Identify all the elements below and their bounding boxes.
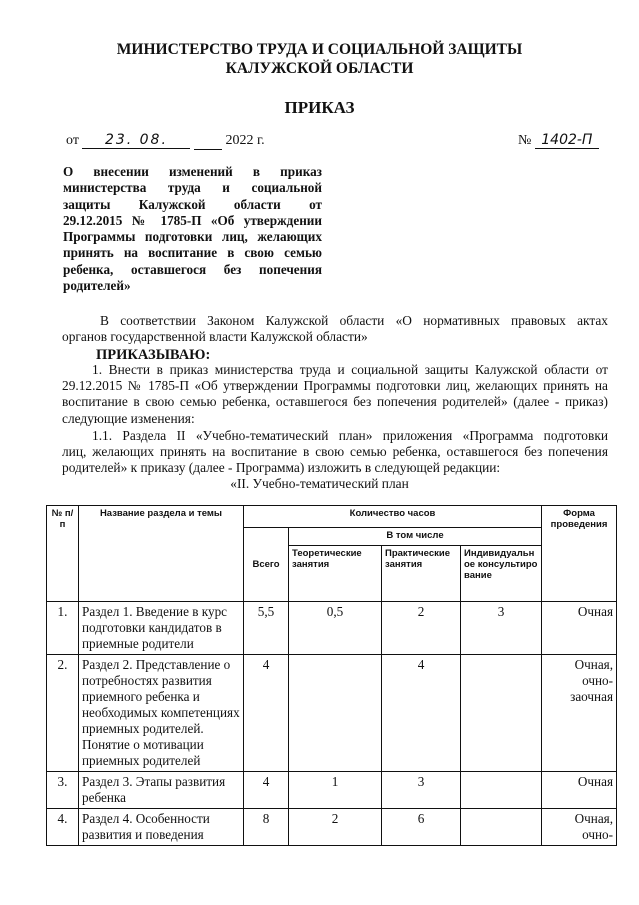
number-row [518, 132, 599, 149]
cell-theory: 1 [289, 772, 382, 809]
cell-form: Очная, очно- [542, 809, 617, 846]
subject-line: О внесении изменений в приказ [63, 164, 322, 179]
subject-line: родителей» [63, 278, 131, 294]
document-type: ПРИКАЗ [284, 98, 355, 117]
ministry-title-line1: МИНИСТЕРСТВО ТРУДА И СОЦИАЛЬНОЙ ЗАЩИТЫ [116, 41, 523, 58]
header-hours: Количество часов [244, 506, 542, 528]
cell-form: Очная [542, 602, 617, 655]
header-theory: Теоретические занятия [289, 546, 382, 602]
cell-total: 8 [244, 809, 289, 846]
cell-practice: 2 [382, 602, 461, 655]
cell-name: Раздел 3. Этапы развития ребенка [79, 772, 244, 809]
cell-total: 5,5 [244, 602, 289, 655]
item-1-1-line: лиц, желающих принять на воспитание в свою семью ребенка, оставшегося без попечения [62, 444, 608, 460]
preamble-line: В соответствии Законом Калужской области «О нормативных правовых актах [100, 313, 608, 328]
curriculum-table [46, 505, 617, 846]
header-form: Форма проведения [542, 506, 617, 602]
cell-practice: 3 [382, 772, 461, 809]
subject-line: ребенка, оставшегося без попечения [63, 261, 322, 277]
header-name: Название раздела и темы [79, 506, 244, 602]
order-keyword: ПРИКАЗЫВАЮ: [96, 347, 211, 363]
cell-individual [461, 809, 542, 846]
cell-num: 1. [47, 602, 79, 655]
cell-individual [461, 655, 542, 772]
header-total: Всего [244, 528, 289, 602]
table-row [47, 772, 617, 809]
subject-line: министерства труда и социальной [63, 180, 322, 196]
cell-theory [289, 655, 382, 772]
handwritten-date: 23. 08. [82, 132, 190, 149]
cell-name: Раздел 2. Представление о потребностях развития приемного ребенка и необходимых компетенциях приемных родителей. Понятие о мотивации приемных родителей [79, 655, 244, 772]
cell-total: 4 [244, 655, 289, 772]
item-1-1-line: родителей» к приказу (далее - Программа) изложить в следующей редакции: [62, 460, 501, 476]
subject-line: 29.12.2015 № 1785-П «Об утверждении [63, 212, 322, 228]
item-1-line: следующие изменения: [62, 410, 195, 426]
table-row [47, 809, 617, 846]
header-num: № п/п [47, 506, 79, 602]
cell-total: 4 [244, 772, 289, 809]
plan-title: «II. Учебно-тематический план [230, 476, 409, 491]
item-1-line: воспитание в свою семью ребенка, оставшегося без попечения родителей» (далее - приказ) [62, 394, 608, 410]
order-subject [63, 164, 322, 294]
header-practice: Практические занятия [382, 546, 461, 602]
cell-practice: 6 [382, 809, 461, 846]
cell-form: Очная [542, 772, 617, 809]
date-year: 2022 г. [225, 133, 265, 148]
cell-form: Очная, очно-заочная [542, 655, 617, 772]
cell-name: Раздел 4. Особенности развития и поведения [79, 809, 244, 846]
item-1-1 [62, 428, 608, 477]
cell-num: 2. [47, 655, 79, 772]
table-row [47, 655, 617, 772]
cell-individual: 3 [461, 602, 542, 655]
subject-line: принять на воспитание в свою семью [63, 245, 322, 261]
header-individual: Индивидуальное консультирование [461, 546, 542, 602]
item-1-line: 1. Внести в приказ министерства труда и социальной защиты Калужской области от [92, 362, 608, 377]
cell-theory: 2 [289, 809, 382, 846]
header-including: В том числе [289, 528, 542, 546]
cell-name: Раздел 1. Введение в курс подготовки кандидатов в приемные родители [79, 602, 244, 655]
ministry-title-line2: КАЛУЖСКОЙ ОБЛАСТИ [225, 60, 414, 77]
preamble-line: органов государственной власти Калужской области» [62, 329, 368, 345]
item-1-line: 29.12.2015 № 1785-П «Об утверждении Программы подготовки лиц, желающих принять на [62, 378, 608, 394]
item-1 [62, 362, 608, 427]
handwritten-number: 1402-П [535, 132, 599, 149]
date-prefix: от [66, 133, 79, 148]
preamble [62, 313, 608, 345]
item-1-1-line: 1.1. Раздела II «Учебно-тематический план» приложения «Программа подготовки [92, 428, 608, 443]
subject-line: защиты Калужской области от [63, 196, 322, 212]
number-prefix: № [518, 133, 532, 148]
table-row [47, 602, 617, 655]
subject-line: Программы подготовки лиц, желающих [63, 229, 322, 245]
date-row [66, 132, 265, 150]
cell-individual [461, 772, 542, 809]
cell-theory: 0,5 [289, 602, 382, 655]
cell-practice: 4 [382, 655, 461, 772]
cell-num: 4. [47, 809, 79, 846]
cell-num: 3. [47, 772, 79, 809]
date-blank [194, 133, 222, 150]
